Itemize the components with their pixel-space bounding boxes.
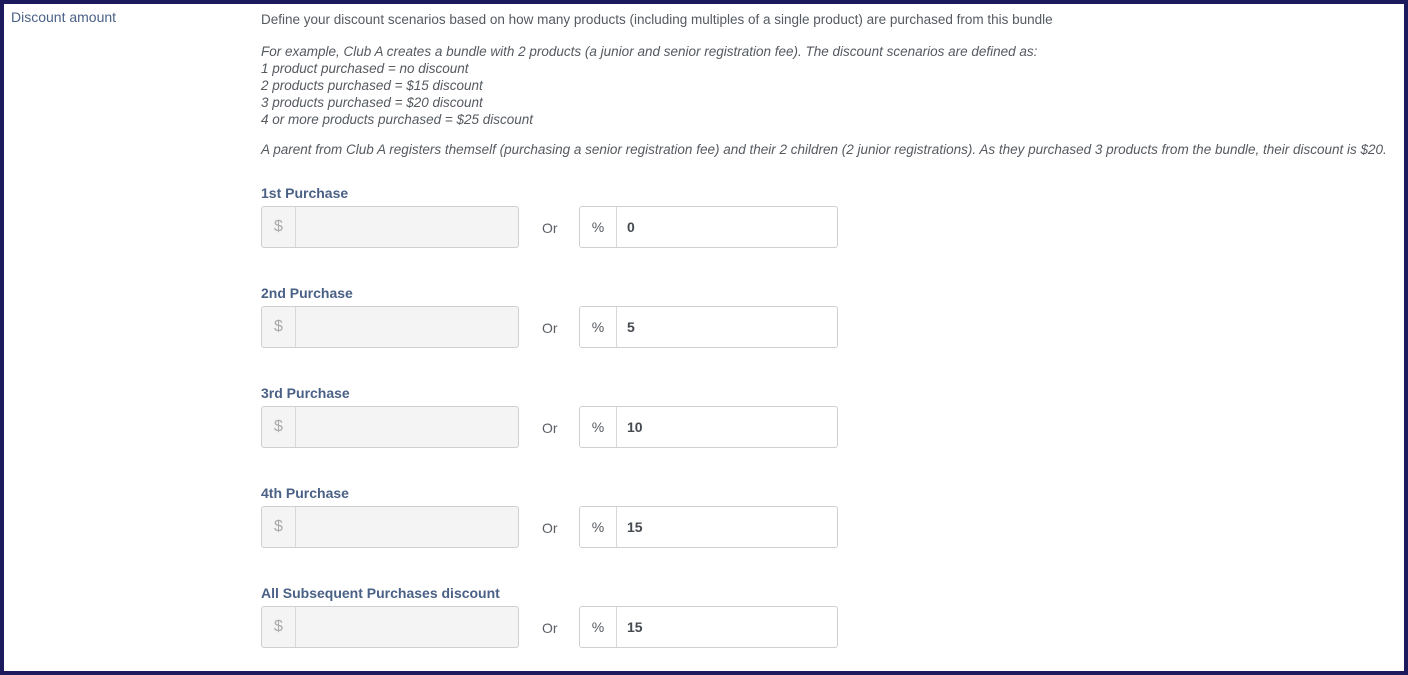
amount-input-2[interactable] xyxy=(261,306,519,348)
percent-icon: % xyxy=(580,507,617,547)
example-line: For example, Club A creates a bundle with 2 products (a junior and senior registration fee). The discount scenarios are defined as: xyxy=(261,44,1038,59)
or-label: Or xyxy=(542,220,558,236)
amount-value[interactable] xyxy=(296,407,518,447)
example-line: 2 products purchased = $15 discount xyxy=(261,78,483,93)
purchase-label: All Subsequent Purchases discount xyxy=(261,585,500,601)
amount-input-1[interactable] xyxy=(261,206,519,248)
amount-value[interactable] xyxy=(296,507,518,547)
percent-icon: % xyxy=(580,207,617,247)
example-line: 3 products purchased = $20 discount xyxy=(261,95,483,110)
percent-value[interactable]: 15 xyxy=(627,519,643,535)
example-line: 4 or more products purchased = $25 discount xyxy=(261,112,534,127)
example-text xyxy=(261,43,1037,128)
dollar-icon: $ xyxy=(262,307,296,347)
amount-value[interactable] xyxy=(296,307,518,347)
percent-input-1[interactable] xyxy=(579,206,838,248)
purchase-group-4 xyxy=(261,485,861,555)
or-label: Or xyxy=(542,320,558,336)
purchase-label: 3rd Purchase xyxy=(261,385,350,401)
amount-input-subsequent[interactable] xyxy=(261,606,519,648)
or-label: Or xyxy=(542,520,558,536)
purchase-group-2 xyxy=(261,285,861,355)
percent-icon: % xyxy=(580,607,617,647)
dollar-icon: $ xyxy=(262,607,296,647)
percent-input-subsequent[interactable] xyxy=(579,606,838,648)
discount-panel xyxy=(4,4,1404,671)
amount-value[interactable] xyxy=(296,607,518,647)
percent-input-4[interactable] xyxy=(579,506,838,548)
percent-icon: % xyxy=(580,407,617,447)
dollar-icon: $ xyxy=(262,407,296,447)
example-line: 1 product purchased = no discount xyxy=(261,61,469,76)
purchase-group-subsequent xyxy=(261,585,861,655)
section-label: Discount amount xyxy=(11,9,117,25)
dollar-icon: $ xyxy=(262,507,296,547)
percent-value[interactable]: 5 xyxy=(627,319,635,335)
dollar-icon: $ xyxy=(262,207,296,247)
amount-input-3[interactable] xyxy=(261,406,519,448)
amount-value[interactable] xyxy=(296,207,518,247)
percent-value[interactable]: 0 xyxy=(627,219,635,235)
purchase-group-3 xyxy=(261,385,861,455)
percent-icon: % xyxy=(580,307,617,347)
amount-input-4[interactable] xyxy=(261,506,519,548)
purchase-group-1 xyxy=(261,185,861,255)
or-label: Or xyxy=(542,620,558,636)
purchase-label: 2nd Purchase xyxy=(261,285,353,301)
percent-input-3[interactable] xyxy=(579,406,838,448)
intro-text: Define your discount scenarios based on how many products (including multiples of a single product) are purchased from this bundle xyxy=(261,12,1053,27)
scenario-text: A parent from Club A registers themself (purchasing a senior registration fee) and their 2 children (2 junior registrations). As they purchased 3 products from the bundle, their discount is $20. xyxy=(261,142,1387,157)
or-label: Or xyxy=(542,420,558,436)
purchase-label: 1st Purchase xyxy=(261,185,349,201)
percent-value[interactable]: 10 xyxy=(627,419,643,435)
purchase-label: 4th Purchase xyxy=(261,485,349,501)
percent-value[interactable]: 15 xyxy=(627,619,643,635)
percent-input-2[interactable] xyxy=(579,306,838,348)
